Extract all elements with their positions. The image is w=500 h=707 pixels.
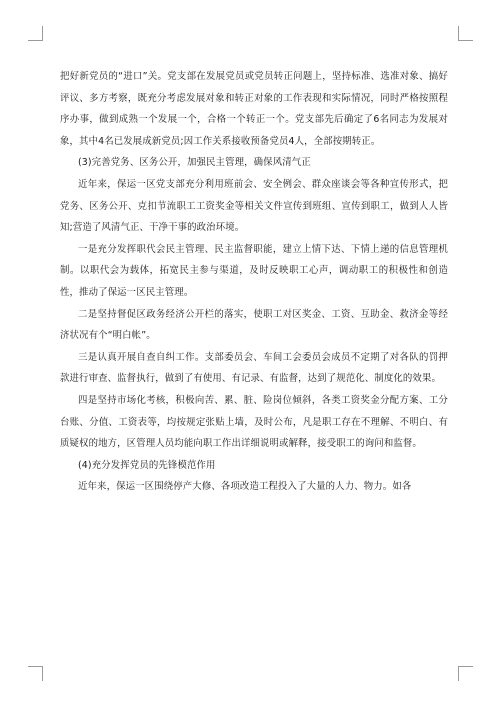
document-body: [60, 66, 448, 498]
crop-mark-bottom-left: [28, 666, 43, 681]
paragraph-1: 把好新党员的“进口”关。党支部在发展党员或党员转正问题上，坚持标准、选准对象、搞好评议、多方考察，既充分考虑发展对象和转正对象的工作表现和实际情况，同时严格按照程序办事，做到成熟一个发展一个，合格一个转正一个。党支部先后确定了6名同志为发展对象，其中4名已发展成新党员;因工作关系接收预备党员4人，全部按期转正。: [60, 71, 448, 147]
paragraph-6: 四是坚持市场化考核，积极向苦、累、脏、险岗位倾斜，各类工资奖金分配方案、工分台账、分值、工资表等，均按规定张贴上墙，及时公布，凡是职工存在不理解、不明白、有质疑权的地方，区管理人员均能向职工作出详细说明或解释，接受职工的询问和监督。: [60, 394, 448, 450]
paragraph-2: 近年来，保运一区党支部充分利用班前会、安全例会、群众座谈会等各种宣传形式，把党务、区务公开、克扣节流职工工资奖金等相关文件宣传到班组、宣传到职工，做到人人皆知;营造了风清气正、干净干事的政治环境。: [60, 178, 448, 234]
paragraph-7: 近年来，保运一区围绕停产大修、各项改造工程投入了大量的人力、物力。如各: [78, 481, 412, 493]
section-heading-3: (3)完善党务、区务公开，加强民主管理，确保风清气正: [78, 157, 311, 169]
paragraph-4: 二是坚持督促区政务经济公开栏的落实，使职工对区奖金、工资、互助金、救济金等经济状况有个“明白帐”。: [60, 308, 448, 342]
crop-mark-bottom-right: [458, 666, 473, 681]
crop-mark-top-left: [28, 26, 43, 41]
paragraph-3: 一是充分发挥职代会民主管理、民主监督职能，建立上情下达、下情上递的信息管理机制。以职代会为载体，拓宽民主参与渠道，及时反映职工心声，调动职工的积极性和创造性，推动了保运一区民主管理。: [60, 243, 448, 298]
crop-mark-top-right: [458, 26, 473, 41]
section-heading-4: (4)充分发挥党员的先锋模范作用: [78, 459, 216, 471]
paragraph-5: 三是认真开展自查自纠工作。支部委员会、车间工会委员会成员不定期了对各队的罚押款进行审查、监督执行，做到了有使用、有记录、有监督，达到了规范化、制度化的效果。: [60, 351, 448, 385]
